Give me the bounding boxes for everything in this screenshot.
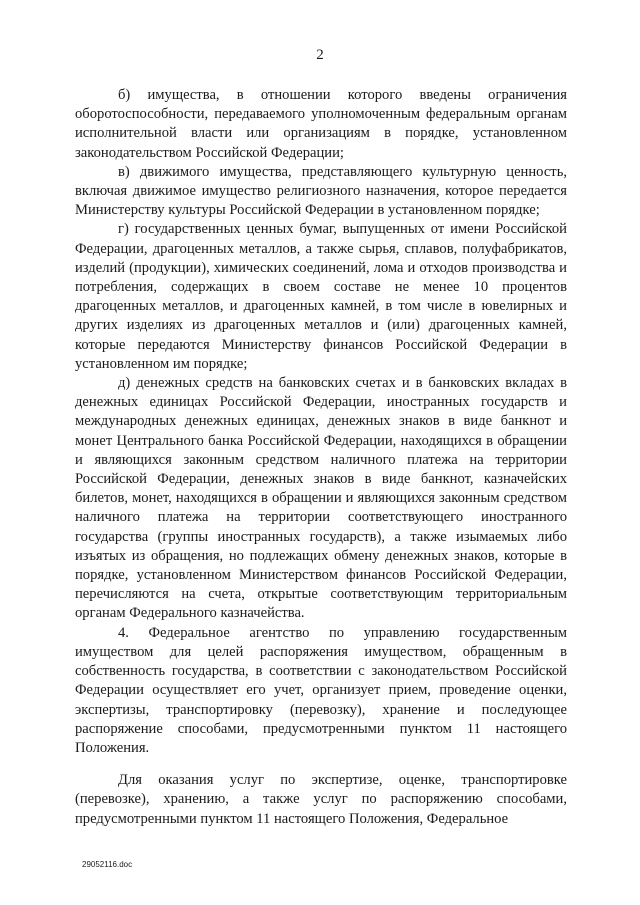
- paragraph-services: Для оказания услуг по экспертизе, оценке, транспортировке (перевозке), хранению, а также услуг по распоряжению способами, предусмотренными пунктом 11 настоящего Положения, Федеральное: [75, 772, 567, 827]
- paragraph-d: д) денежных средств на банковских счетах и в банковских вкладах в денежных единицах Российской Федерации, иностранных государств и международных денежных единицах, денежных знаков в виде банкнот и монет Центрального банка Российской Федерации, находящихся в обращении и являющихся законным средством наличного платежа на территории Российской Федерации, денежных знаков в виде банкнот, казначейских билетов, монет, находящихся в обращении и являющихся законным средством наличного платежа на территории соответствующего иностранного государства (группы иностранных государств), а также изымаемых либо изъятых из обращения, но подлежащих обмену денежных знаков, которые в порядке, установленном Министерством финансов Российской Федерации, перечисляются на счета, открытые соответствующим территориальным органам Федерального казначейства.: [75, 375, 567, 622]
- paragraph-v: в) движимого имущества, представляющего культурную ценность, включая движимое имущество религиозного назначения, которое передается Министерству культуры Российской Федерации в установленном порядке;: [75, 163, 567, 219]
- footer-filename: 29052116.doc: [82, 860, 133, 869]
- paragraph-item-4: 4. Федеральное агентство по управлению государственным имуществом для целей распоряжения имуществом, обращенным в собственность государства, в соответствии с законодательством Российской Федерации осуществляет его учет, организует прием, проведение оценки, экспертизы, транспортировку (перевозку), хранение и последующее распоряжение способами, предусмотренными пунктом 11 настоящего Положения.: [75, 624, 567, 756]
- document-body: [75, 86, 567, 829]
- page-number: 2: [316, 47, 324, 63]
- paragraph-g: г) государственных ценных бумаг, выпущенных от имени Российской Федерации, драгоценных металлов, а также сырья, сплавов, полуфабрикатов, изделий (продукции), химических соединений, лома и отходов производства и потребления, содержащих в своем составе не менее 10 процентов драгоценных металлов, и драгоценных камней, в том числе в ювелирных и других изделиях из драгоценных металлов и (или) драгоценных камней, которые передаются Министерству финансов Российской Федерации в установленном им порядке;: [75, 221, 567, 372]
- paragraph-b: б) имущества, в отношении которого введены ограничения оборотоспособности, передаваемого уполномоченным федеральным органам исполнительной власти или организациям в порядке, установленном законодательством Российской Федерации;: [75, 87, 567, 161]
